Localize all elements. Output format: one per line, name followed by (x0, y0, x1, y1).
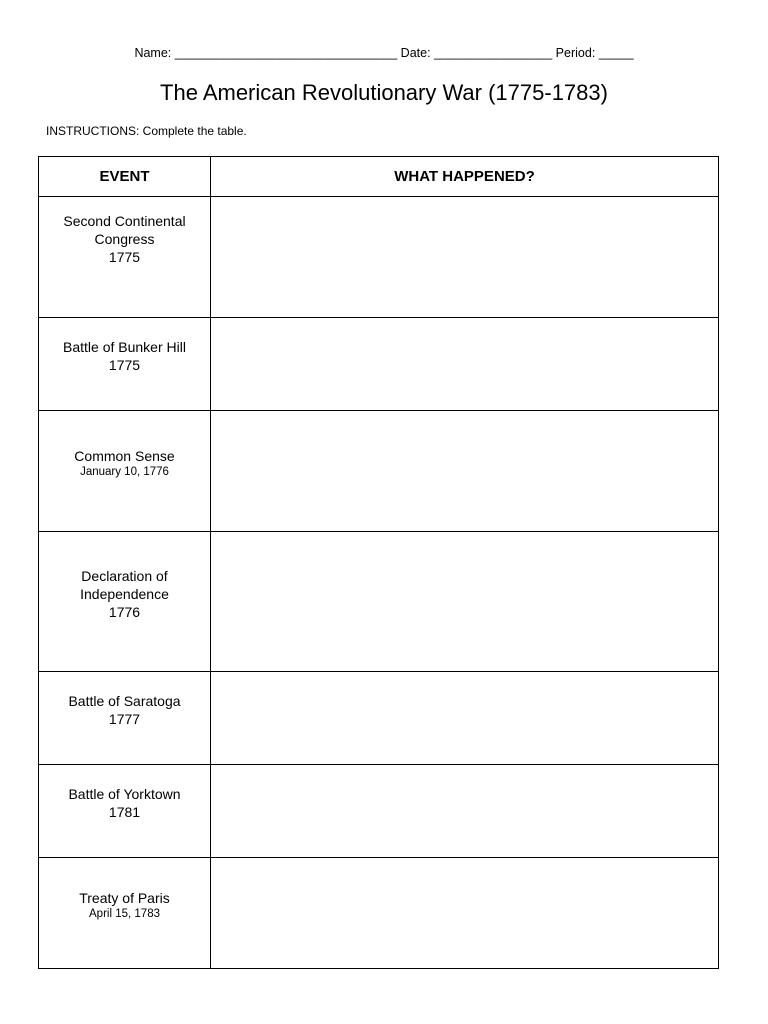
event-name: Declaration of Independence (80, 567, 169, 602)
what-happened-column-header: WHAT HAPPENED? (211, 157, 719, 197)
event-date: April 15, 1783 (89, 907, 160, 920)
event-name: Battle of Bunker Hill (63, 339, 186, 355)
table-row (39, 532, 719, 672)
table-row (39, 858, 719, 969)
event-cell (39, 197, 211, 318)
table-row (39, 672, 719, 765)
event-date: 1781 (108, 804, 141, 820)
table-row (39, 197, 719, 318)
event-cell (39, 318, 211, 411)
student-info-line: Name: ________________________________ Date: _________________ Period: _____ (134, 46, 634, 60)
table-row (39, 765, 719, 858)
what-happened-answer-cell[interactable] (211, 858, 719, 969)
table-row (39, 411, 719, 532)
event-name: Treaty of Paris (79, 889, 170, 906)
event-name: Second Continental Congress (63, 213, 186, 247)
event-name: Battle of Yorktown (68, 786, 181, 802)
event-date: 1777 (108, 711, 141, 727)
events-table (38, 156, 719, 969)
event-date: 1775 (108, 357, 141, 373)
what-happened-answer-cell[interactable] (211, 532, 719, 672)
event-name: Common Sense (74, 447, 175, 464)
event-cell (39, 765, 211, 858)
what-happened-answer-cell[interactable] (211, 765, 719, 858)
what-happened-answer-cell[interactable] (211, 411, 719, 532)
table-row (39, 318, 719, 411)
event-cell (39, 858, 211, 969)
event-date: 1775 (108, 249, 141, 265)
event-cell (39, 672, 211, 765)
instructions-text: INSTRUCTIONS: Complete the table. (46, 124, 247, 138)
event-cell (39, 532, 211, 672)
event-cell (39, 411, 211, 532)
what-happened-answer-cell[interactable] (211, 318, 719, 411)
event-name: Battle of Saratoga (68, 693, 181, 709)
table-header-row (39, 157, 719, 197)
what-happened-answer-cell[interactable] (211, 672, 719, 765)
event-column-header: EVENT (39, 157, 211, 197)
event-date: 1776 (108, 603, 141, 620)
event-date: January 10, 1776 (80, 465, 169, 478)
page-title: The American Revolutionary War (1775-1783) (160, 80, 608, 105)
what-happened-answer-cell[interactable] (211, 197, 719, 318)
